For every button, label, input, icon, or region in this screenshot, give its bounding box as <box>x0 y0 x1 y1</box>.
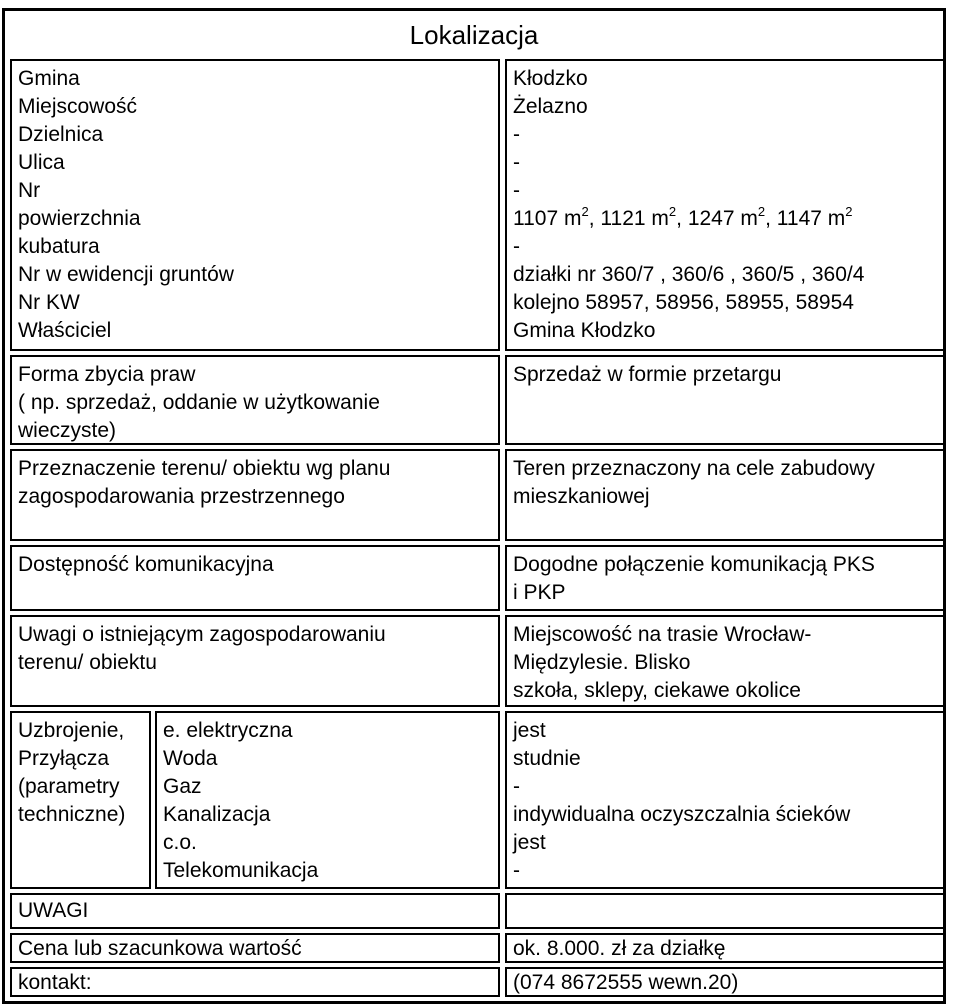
utility-value: jest <box>513 831 546 854</box>
kontakt-label: kontakt: <box>18 971 92 994</box>
utility-value: - <box>513 859 520 882</box>
uwagi-label: UWAGI <box>18 899 89 922</box>
dostepnosc-value-line: i PKP <box>513 581 566 604</box>
uzbrojenie-label-line: Uzbrojenie, <box>18 719 125 742</box>
value-nr-ewidencji: działki nr 360/7 , 360/6 , 360/5 , 360/4 <box>513 263 865 286</box>
label-nr-kw: Nr KW <box>18 291 80 314</box>
value-dzielnica: - <box>513 123 520 146</box>
label-nr: Nr <box>18 179 41 202</box>
przeznaczenie-label-cell <box>10 449 500 541</box>
property-info-table <box>2 8 946 1004</box>
forma-label-cell <box>10 355 500 445</box>
uwagi-zagosp-label-line: terenu/ obiektu <box>18 651 157 674</box>
utility-type: c.o. <box>163 831 197 854</box>
uzbrojenie-label-line: (parametry <box>18 775 120 798</box>
area-4: 1147 m <box>776 207 846 230</box>
utility-value: studnie <box>513 747 581 770</box>
przeznaczenie-value-line: Teren przeznaczony na cele zabudowy <box>513 457 875 480</box>
value-ulica: - <box>513 151 520 174</box>
kontakt-value-cell <box>505 967 945 997</box>
value-wlasciciel: Gmina Kłodzko <box>513 319 656 342</box>
uzbrojenie-values-cell <box>505 711 945 889</box>
forma-label-line: Forma zbycia praw <box>18 363 196 386</box>
przeznaczenie-label-line: Przeznaczenie terenu/ obiektu wg planu <box>18 457 391 480</box>
cena-value-cell <box>505 933 945 963</box>
area-2: 1121 m <box>600 207 669 230</box>
table-title: Lokalizacja <box>409 20 539 50</box>
location-labels-cell <box>10 59 500 351</box>
uzbrojenie-label-line: techniczne) <box>18 803 126 826</box>
label-wlasciciel: Właściciel <box>18 319 112 342</box>
forma-value-cell <box>505 355 945 445</box>
utility-type: Woda <box>163 747 218 770</box>
forma-label-line: wieczyste) <box>18 419 117 442</box>
label-kubatura: kubatura <box>18 235 100 258</box>
kontakt-value: (074 8672555 wewn.20) <box>513 971 739 994</box>
label-powierzchnia: powierzchnia <box>18 207 141 230</box>
label-ulica: Ulica <box>18 151 65 174</box>
uwagi-value-cell <box>505 893 945 929</box>
value-powierzchnia <box>513 205 937 233</box>
dostepnosc-value-cell <box>505 545 945 611</box>
uzbrojenie-types-cell <box>155 711 500 889</box>
cena-label-cell <box>10 933 500 963</box>
label-nr-ewidencji: Nr w ewidencji gruntów <box>18 263 234 286</box>
uzbrojenie-label-line: Przyłącza <box>18 747 110 770</box>
utility-value: jest <box>513 719 546 742</box>
uwagi-zagosp-value-line: szkoła, sklepy, ciekawe okolice <box>513 679 801 702</box>
area-1: 1107 m <box>513 207 582 230</box>
przeznaczenie-value-line: mieszkaniowej <box>513 485 650 508</box>
area-4-unit-exponent: 2 <box>845 204 853 219</box>
label-miejscowosc: Miejscowość <box>18 95 138 118</box>
uwagi-zagosp-value-line: Międzylesie. Blisko <box>513 651 691 674</box>
utility-type: Telekomunikacja <box>163 859 319 882</box>
area-3-unit-exponent: 2 <box>757 204 766 219</box>
label-dzielnica: Dzielnica <box>18 123 104 146</box>
utility-value: - <box>513 775 520 798</box>
area-1-unit-exponent: 2 <box>581 204 589 219</box>
dostepnosc-value-line: Dogodne połączenie komunikacją PKS <box>513 553 875 576</box>
uwagi-zagosp-label-line: Uwagi o istniejącym zagospodarowaniu <box>18 623 386 646</box>
dostepnosc-label: Dostępność komunikacyjna <box>18 553 274 576</box>
value-nr: - <box>513 179 520 202</box>
utility-type: Kanalizacja <box>163 803 271 826</box>
label-gmina: Gmina <box>18 67 80 90</box>
area-separator: , <box>765 207 777 230</box>
uzbrojenie-label-cell <box>10 711 151 889</box>
cena-value: ok. 8.000. zł za działkę <box>513 937 726 960</box>
value-gmina: Kłodzko <box>513 67 588 90</box>
location-values-cell <box>505 59 945 351</box>
forma-label-line: ( np. sprzedaż, oddanie w użytkowanie <box>18 391 380 414</box>
area-3: 1247 m <box>687 207 758 230</box>
value-nr-kw: kolejno 58957, 58956, 58955, 58954 <box>513 291 854 314</box>
dostepnosc-label-cell <box>10 545 500 611</box>
uwagi-zagosp-value-line: Miejscowość na trasie Wrocław- <box>513 623 812 646</box>
przeznaczenie-label-line: zagospodarowania przestrzennego <box>18 485 345 508</box>
area-separator: , <box>676 207 688 230</box>
uwagi-zagosp-value-cell <box>505 615 945 707</box>
utility-type: Gaz <box>163 775 202 798</box>
value-kubatura: - <box>513 235 520 258</box>
uwagi-label-cell <box>10 893 500 929</box>
utility-value: indywidualna oczyszczalnia ścieków <box>513 803 851 826</box>
forma-value: Sprzedaż w formie przetargu <box>513 363 782 386</box>
przeznaczenie-value-cell <box>505 449 945 541</box>
value-miejscowosc: Żelazno <box>513 95 588 118</box>
kontakt-label-cell <box>10 967 500 997</box>
utility-type: e. elektryczna <box>163 719 293 742</box>
area-2-unit-exponent: 2 <box>668 204 677 219</box>
uwagi-zagosp-label-cell <box>10 615 500 707</box>
cena-label: Cena lub szacunkowa wartość <box>18 937 302 960</box>
area-separator: , <box>588 207 601 230</box>
